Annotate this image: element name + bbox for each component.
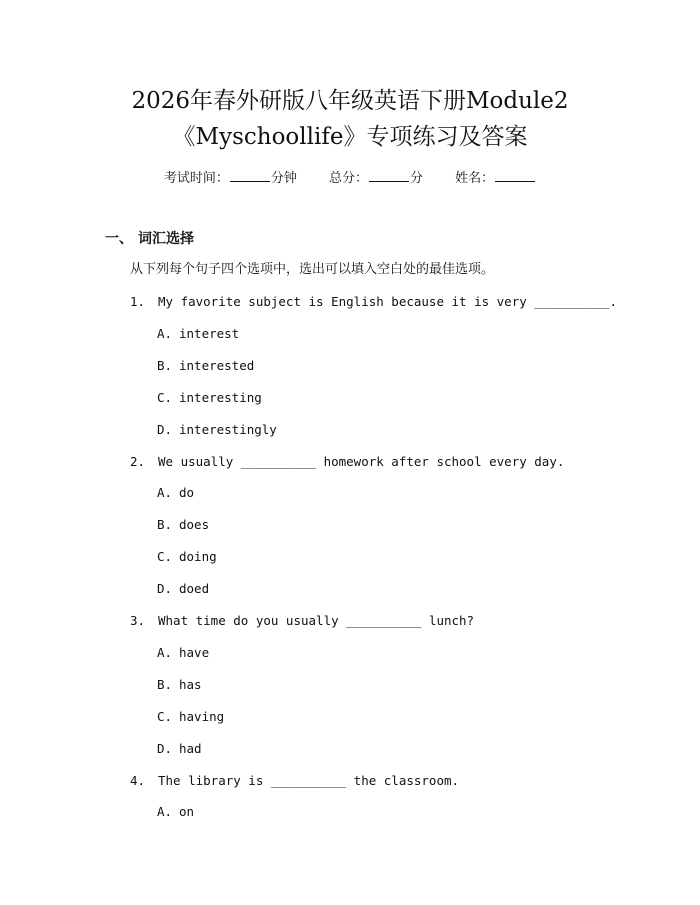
answer-option [157, 515, 209, 535]
option-label: C. [157, 708, 173, 724]
question-item [130, 771, 459, 791]
answer-option [157, 802, 194, 822]
question-number: 1. [130, 294, 146, 309]
option-text: interest [179, 325, 240, 341]
answer-option [157, 547, 217, 567]
option-label: C. [157, 389, 173, 405]
exam-info-line [0, 168, 700, 189]
option-label: D. [157, 421, 173, 437]
answer-option [157, 356, 254, 376]
option-label: D. [157, 581, 173, 597]
option-text: doing [179, 549, 217, 565]
option-text: had [179, 740, 202, 756]
question-text: What time do you usually __________ lunch? [158, 613, 475, 628]
option-label: A. [157, 644, 173, 660]
option-label: A. [157, 804, 173, 820]
question-number: 2. [130, 453, 146, 469]
question-item [130, 611, 474, 631]
option-label: B. [157, 676, 173, 692]
section-title: 词汇选择 [138, 231, 194, 247]
option-text: doed [179, 581, 210, 597]
option-text: having [179, 708, 225, 724]
section-heading [105, 229, 194, 249]
question-number: 3. [130, 613, 146, 628]
total-score-field [329, 168, 423, 189]
answer-option [157, 483, 194, 503]
option-text: on [179, 804, 195, 820]
option-text: interestingly [179, 421, 277, 437]
question-number: 4. [130, 772, 146, 788]
total-score-label: 总分： [328, 171, 368, 186]
answer-option [157, 739, 202, 759]
student-name-blank [495, 168, 535, 182]
option-label: B. [157, 517, 173, 533]
question-text: We usually __________ homework after school every day. [158, 453, 565, 469]
total-score-blank [369, 168, 409, 182]
answer-option [157, 324, 239, 344]
question-item [130, 452, 564, 472]
option-label: A. [157, 325, 173, 341]
option-label: D. [157, 740, 173, 756]
option-text: do [179, 485, 195, 501]
student-name-label: 姓名： [455, 171, 495, 186]
exam-time-field [164, 168, 297, 189]
answer-option [157, 579, 209, 599]
student-name-field [455, 168, 536, 189]
answer-option [157, 707, 224, 727]
exam-time-label: 考试时间： [163, 171, 229, 186]
option-text: has [179, 676, 202, 692]
option-label: A. [157, 485, 173, 501]
option-text: does [179, 517, 210, 533]
question-text: The library is __________ the classroom. [158, 772, 460, 788]
total-score-unit: 分 [410, 171, 424, 186]
option-label: C. [157, 549, 173, 565]
answer-option [157, 675, 202, 695]
document-title-line-1: 2026年春外研版八年级英语下册Module2 [131, 88, 569, 114]
exam-time-unit: 分钟 [270, 171, 297, 186]
answer-option [157, 420, 277, 440]
section-instruction: 从下列每个句子四个选项中，选出可以填入空白处的最佳选项。 [130, 262, 495, 277]
option-text: interesting [179, 389, 262, 405]
answer-option [157, 388, 262, 408]
option-text: interested [179, 357, 255, 373]
question-item [130, 292, 617, 312]
section-number: 一、 [105, 231, 133, 247]
answer-option [157, 643, 209, 663]
option-label: B. [157, 357, 173, 373]
exam-time-blank [230, 168, 270, 182]
question-text: My favorite subject is English because it is very __________. [158, 294, 618, 309]
option-text: have [179, 644, 210, 660]
document-title-line-2: 《Myschoollife》专项练习及答案 [172, 124, 528, 150]
